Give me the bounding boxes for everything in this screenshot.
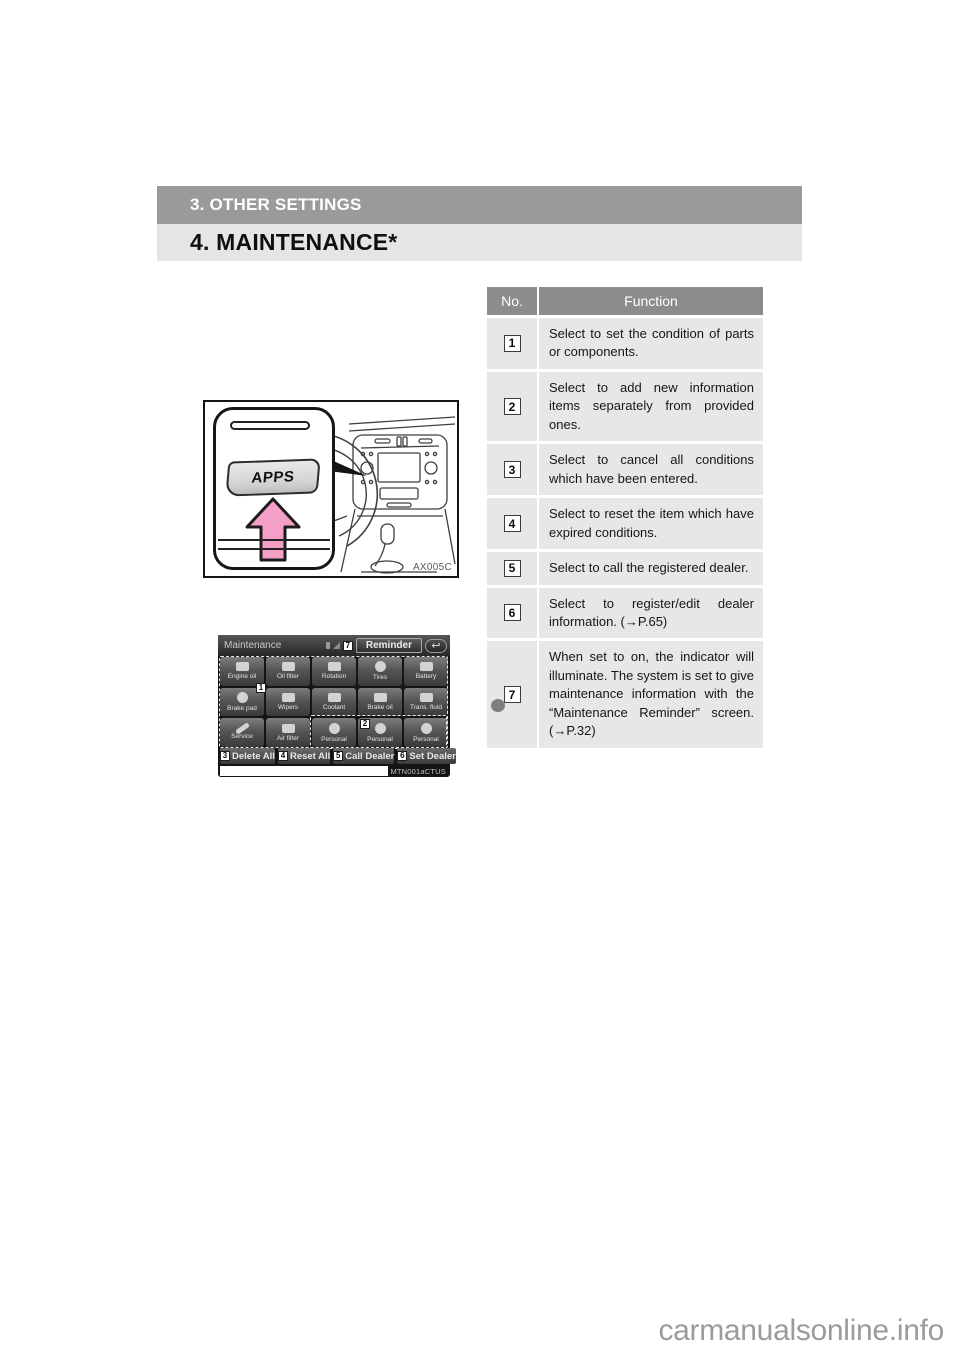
callout-6: 6 — [397, 751, 407, 761]
bubble-decor-line — [230, 421, 310, 430]
tire-icon — [375, 661, 386, 672]
tile-personal-1[interactable]: Personal — [312, 718, 356, 747]
table-row-function: Select to call the registered dealer. — [539, 552, 763, 584]
tile-oil-filter[interactable]: Oil filter — [266, 657, 310, 686]
table-row-no — [487, 372, 537, 441]
screen-bottom-bar — [218, 748, 456, 764]
callout-3: 3 — [220, 751, 230, 761]
screen-title: Maintenance — [224, 640, 282, 651]
bubble-decor-line — [218, 548, 330, 550]
dashboard-line-art — [321, 404, 457, 576]
callout-5: 5 — [504, 560, 521, 577]
screen-caption-strip — [218, 765, 450, 777]
figure-code: MTN001aCTUS — [390, 767, 446, 776]
delete-all-button[interactable]: 3 Delete All — [220, 748, 275, 764]
table-row-function: Select to cancel all conditions which have been entered. — [539, 444, 763, 495]
caption-band — [220, 766, 388, 776]
engine-oil-icon — [236, 662, 249, 671]
tile-engine-oil[interactable]: Engine oil — [220, 657, 264, 686]
table-row-no — [487, 552, 537, 584]
reset-all-button[interactable]: 4 Reset All — [278, 748, 330, 764]
callout-5: 5 — [333, 751, 343, 761]
tile-brake-pad[interactable]: Brake pad — [220, 688, 264, 717]
return-icon[interactable]: ↩ — [425, 639, 447, 653]
tile-personal-2[interactable]: Personal — [358, 718, 402, 747]
screen-top-bar — [218, 635, 450, 656]
signal-icon — [333, 642, 340, 649]
brake-pad-icon — [237, 692, 248, 703]
function-table — [487, 287, 763, 748]
brake-oil-icon — [374, 693, 387, 702]
tile-trans-fluid[interactable]: Trans. fluid — [404, 688, 448, 717]
reminder-button[interactable]: Reminder — [356, 638, 422, 653]
tile-battery[interactable]: Battery — [404, 657, 448, 686]
watermark: carmanualsonline.info — [658, 1314, 944, 1347]
table-row-function: Select to reset the item which have expired conditions. — [539, 498, 763, 549]
table-row-no — [487, 318, 537, 369]
callout-2: 2 — [504, 398, 521, 415]
tile-air-filter[interactable]: Air filter — [266, 718, 310, 747]
tile-rotation[interactable]: Rotation — [312, 657, 356, 686]
bubble-decor-line — [218, 539, 330, 541]
set-dealer-button[interactable]: 6 Set Dealer — [397, 748, 455, 764]
callout-4: 4 — [504, 515, 521, 532]
tile-service[interactable]: Service — [220, 718, 264, 747]
wiper-icon — [282, 693, 295, 702]
callout-7: 7 — [343, 641, 353, 651]
apps-button: APPS — [225, 458, 320, 496]
callout-1: 1 — [504, 335, 521, 352]
page-title: 4. MAINTENANCE* — [157, 224, 802, 261]
tile-tires[interactable]: Tires — [358, 657, 402, 686]
oil-filter-icon — [282, 662, 295, 671]
tile-coolant[interactable]: Coolant — [312, 688, 356, 717]
air-filter-icon — [282, 724, 295, 733]
table-row-function: Select to add new information items separately from provided ones. — [539, 372, 763, 441]
table-row-function: Select to set the condition of parts or components. — [539, 318, 763, 369]
callout-1: 1 — [256, 683, 266, 693]
callout-bubble — [213, 407, 335, 570]
table-row-no — [487, 444, 537, 495]
tile-wipers[interactable]: Wipers — [266, 688, 310, 717]
table-header-function: Function — [539, 287, 763, 315]
maintenance-tile-grid — [220, 657, 448, 747]
table-header-no: No. — [487, 287, 537, 315]
table-row-no — [487, 588, 537, 639]
call-dealer-button[interactable]: 5 Call Dealer — [333, 748, 394, 764]
table-row-no — [487, 641, 537, 747]
bullet-marker — [491, 699, 505, 712]
tile-personal-3[interactable]: Personal — [404, 718, 448, 747]
up-arrow-icon — [244, 497, 302, 563]
coolant-icon — [328, 693, 341, 702]
maintenance-screen — [218, 635, 456, 777]
personal-icon — [329, 723, 340, 734]
callout-4: 4 — [278, 751, 288, 761]
callout-3: 3 — [504, 461, 521, 478]
callout-7: 7 — [504, 686, 521, 703]
table-row-no — [487, 498, 537, 549]
battery-icon — [420, 662, 433, 671]
section-header: 3. OTHER SETTINGS — [157, 186, 802, 224]
trans-fluid-icon — [420, 693, 433, 702]
callout-pointer — [329, 454, 369, 482]
dashboard-illustration — [203, 400, 459, 578]
figure-code: AX005C — [412, 562, 452, 573]
table-row-function: When set to on, the indicator will illuminate. The system is set to give maintenance information with the “Maintenance Reminder” screen. (→P.32) — [539, 641, 763, 747]
table-row-function: Select to register/edit dealer information. (→P.65) — [539, 588, 763, 639]
rotation-icon — [328, 662, 341, 671]
phone-icon — [326, 642, 330, 649]
callout-2: 2 — [360, 719, 370, 729]
tile-brake-oil[interactable]: Brake oil — [358, 688, 402, 717]
personal-icon — [375, 723, 386, 734]
personal-icon — [421, 723, 432, 734]
callout-6: 6 — [504, 604, 521, 621]
